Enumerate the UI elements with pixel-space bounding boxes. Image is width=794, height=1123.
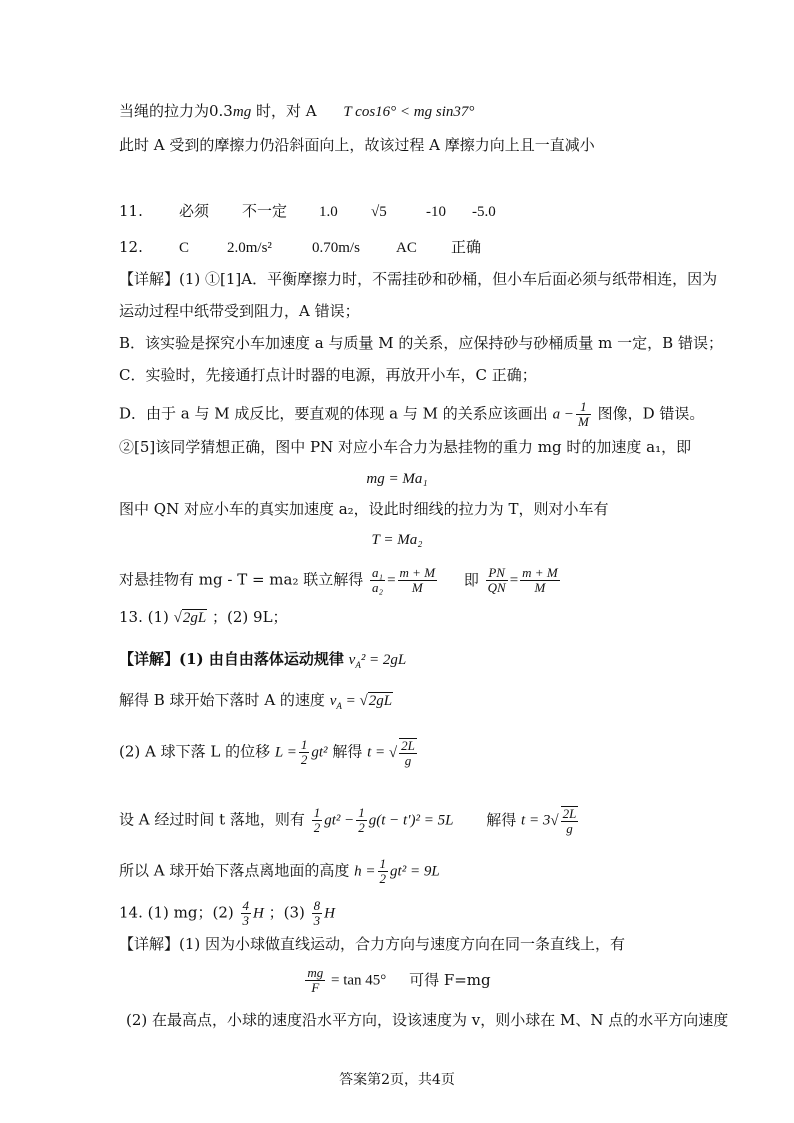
question-number: 12. — [119, 238, 143, 256]
answer: 正确 — [451, 238, 482, 256]
text: ；(3) — [268, 903, 305, 922]
text: 图像，D 错误。 — [597, 404, 705, 423]
fraction: $\frac{m + M}{M}$ — [399, 565, 436, 595]
text-line — [119, 607, 288, 628]
fraction: $\frac{\text{a₁}}{\text{a₂}}$ — [372, 565, 384, 595]
answer-row-12 — [119, 237, 481, 258]
text: D．由于 a 与 M 成反比，要直观的体现 a 与 M 的关系应该画出 — [119, 404, 548, 423]
equation: $\frac{mg}{F}$ = tan 45° 可得 F=mg — [307, 965, 491, 995]
text: 解得 — [332, 742, 363, 761]
text-line: 【详解】(1) ①[1]A．平衡摩擦力时，不需挂砂和砂桶，但小车后面必须与纸带相连，因为 — [119, 270, 718, 288]
text-line: 设 A 经过时间 t 落地，则有 $\frac{1}{2}$ gt² − $\frac{1}{2}$ g(t − t′)² = 5L 解得 t = 3√ $\frac{2L}{g}$ — [119, 806, 580, 836]
text: 对悬挂物有 mg - T = ma₂ 联立解得 — [119, 570, 364, 589]
text-line — [119, 649, 406, 675]
text: ；(2) 9L； — [212, 608, 288, 626]
question-number: 11. — [119, 202, 143, 220]
text-line: 14. (1) mg；(2) $\frac{4}{3}$ H ；(3) $\frac{8}{3}$ H — [119, 898, 335, 928]
text: 所以 A 球开始下落点离地面的高度 — [119, 861, 350, 880]
fraction: $\frac{1}{2}$ — [300, 737, 308, 767]
answer: -10 — [426, 204, 446, 220]
answer: 不一定 — [242, 202, 288, 220]
formula: a − — [552, 406, 574, 423]
formula: √ $\frac{2L}{g}$ — [550, 806, 577, 837]
text: 即 — [463, 570, 479, 589]
text-line: 对悬挂物有 mg - T = ma₂ 联立解得 $\frac{\text{a₁}}{\text{a₂}}$ = $\frac{m + M}{M}$ 即 $\frac{PN}{QN}$ = $\frac{m + M}{M}$ — [119, 565, 558, 595]
answer: √5 — [371, 204, 387, 220]
answer: C — [179, 240, 190, 256]
text-line: (2) 在最高点，小球的速度沿水平方向，设该速度为 v，则小球在 M、N 点的水平方向速度 — [126, 1011, 729, 1029]
text: (2) A 球下落 L 的位移 — [119, 742, 271, 761]
equation: T = Ma₂ — [371, 532, 423, 548]
text-line: 此时 A 受到的摩擦力仍沿斜面向上，故该过程 A 摩擦力向上且一直减小 — [119, 136, 595, 154]
text: 13. (1) — [119, 608, 169, 626]
answer-row-11 — [119, 201, 496, 222]
text-line — [119, 400, 704, 429]
answer: 0.70m/s — [312, 240, 360, 256]
answer: 必须 — [179, 202, 210, 220]
text-line: ②[5]该同学猜想正确，图中 PN 对应小车合力为悬挂物的重力 mg 时的加速度 a₁，即 — [119, 438, 692, 456]
text-line: 图中 QN 对应小车的真实加速度 a₂，设此时细线的拉力为 T，则对小车有 — [119, 500, 609, 518]
formula: √ $\frac{2L}{g}$ — [388, 738, 415, 769]
text-line: 【详解】(1) 因为小球做直线运动，合力方向与速度方向在同一条直线上，有 — [119, 935, 626, 953]
text: 解得 — [486, 810, 517, 829]
text-line — [119, 690, 393, 716]
formula: √2gL — [173, 610, 207, 626]
text: 解得 B 球开始下落时 A 的速度 — [119, 691, 325, 709]
text-line: (2) A 球下落 L 的位移 L = $\frac{1}{2}$ gt² 解得 t = √ $\frac{2L}{g}$ — [119, 738, 419, 768]
formula: T cos16° < mg sin37° — [343, 104, 475, 120]
answer: -5.0 — [472, 204, 496, 220]
answer: 2.0m/s² — [227, 240, 272, 256]
page-footer: 答案第2页，共4页 — [339, 1072, 455, 1088]
text-line: 运动过程中纸带受到阻力，A 错误； — [119, 302, 360, 320]
fraction: $\frac{1}{M}$ — [577, 399, 589, 429]
text-line — [119, 101, 474, 122]
text: 当绳的拉力为0.3 — [119, 102, 233, 120]
text-line: B．该实验是探究小车加速度 a 与质量 M 的关系，应保持砂与砂桶质量 m 一定，B 错误； — [119, 334, 723, 352]
text: 时，对 A — [251, 102, 317, 120]
text-line: 所以 A 球开始下落点离地面的高度 h = $\frac{1}{2}$ gt² = 9L — [119, 856, 440, 886]
text: mg — [232, 104, 252, 120]
text: 【详解】(1) 由自由落体运动规律 — [119, 650, 344, 668]
fraction: $\frac{PN}{QN}$ — [487, 565, 506, 595]
fraction: $\frac{m + M}{M}$ — [522, 565, 558, 595]
equation: mg = Ma₁ — [366, 471, 428, 487]
answer: AC — [396, 240, 417, 256]
formula: √2gL — [359, 693, 393, 709]
text: 设 A 经过时间 t 落地，则有 — [119, 810, 305, 829]
answer: 1.0 — [319, 204, 338, 220]
text-line: C．实验时，先接通打点计时器的电源，再放开小车，C 正确； — [119, 366, 537, 384]
formula: $v_A$ = — [329, 693, 360, 711]
text: 14. (1) mg；(2) — [119, 903, 234, 922]
formula: $v_A^2 = 2gL$ — [348, 652, 407, 670]
text: 可得 F=mg — [409, 970, 491, 989]
